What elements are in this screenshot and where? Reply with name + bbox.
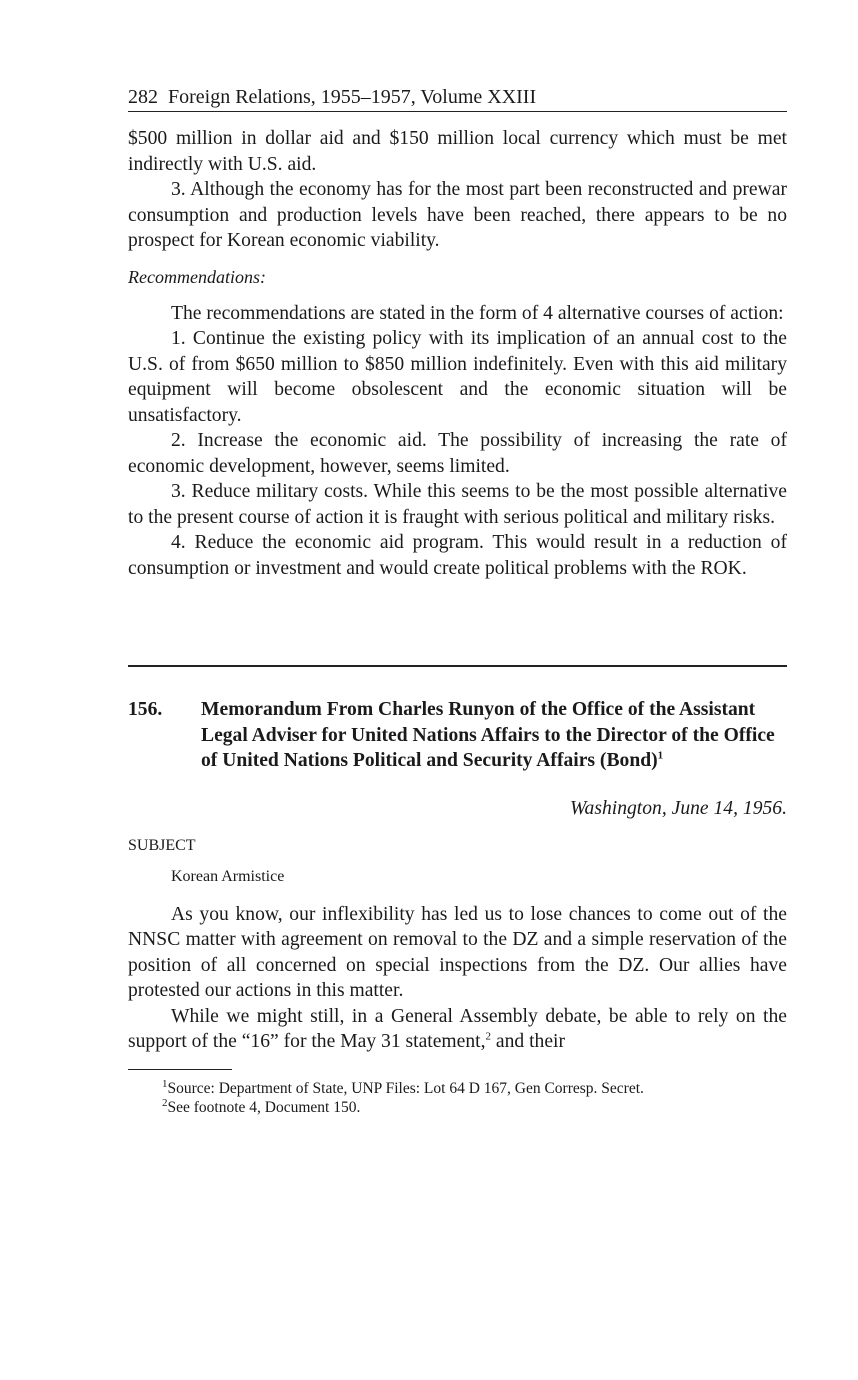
footnote-text: See footnote 4, Document 150. — [167, 1098, 361, 1116]
footnote — [162, 1079, 787, 1098]
page-number: 282 — [128, 86, 158, 108]
recommendations-heading: Recommendations: — [128, 266, 266, 287]
recommendation-item: 4. Reduce the economic aid program. This would result in a reduction of consumption or investment and would create political problems with the ROK. — [128, 532, 787, 579]
volume-title: Foreign Relations, 1955–1957, Volume XXIII — [168, 86, 537, 108]
continued-text — [128, 126, 787, 254]
subject-text: Korean Armistice — [171, 867, 285, 885]
recommendations-intro: The recommendations are stated in the form of 4 alternative courses of action: — [171, 302, 784, 324]
paragraph: 3. Although the economy has for the most part been reconstructed and prewar consumption and production levels have been reached, there appears to be no prospect for Korean economic viability. — [128, 179, 787, 251]
recommendation-item: 1. Continue the existing policy with its implication of an annual cost to the U.S. of from $650 million to $850 million indefinitely. Even with this aid military equipment will become obsolescent and the economic situation will be unsatisfactory. — [128, 328, 787, 426]
recommendations-section — [128, 301, 787, 582]
footnotes — [128, 1079, 787, 1117]
paragraph-text: and their — [491, 1031, 565, 1052]
footnote-rule — [128, 1069, 232, 1070]
paragraph: As you know, our inflexibility has led us to lose chances to come out of the NNSC matter with agreement on removal to the DZ and a simple reservation of the position of all concerned on special inspections from the DZ. Our allies have protested our actions in this matter. — [128, 903, 787, 1001]
document-heading — [128, 697, 787, 774]
document-title-block — [201, 697, 787, 774]
footnote-ref: 2 — [485, 1030, 491, 1043]
footnote-marker: 2 — [162, 1096, 168, 1109]
document-page — [128, 84, 787, 1117]
document-title: Memorandum From Charles Runyon of the Office of the Assistant Legal Adviser for United Nations Affairs to the Director of the Office of United Nations Political and Security Affairs (Bond) — [201, 699, 775, 771]
document-number: 156. — [128, 699, 163, 720]
footnote — [162, 1098, 787, 1117]
subject-label: SUBJECT — [128, 836, 196, 854]
running-head — [128, 84, 787, 112]
memo-body — [128, 902, 787, 1055]
dateline: Washington, June 14, 1956. — [570, 797, 787, 819]
footnote-ref: 1 — [657, 749, 664, 762]
footnote-marker: 1 — [162, 1077, 168, 1090]
footnote-text: Source: Department of State, UNP Files: Lot 64 D 167, Gen Corresp. Secret. — [167, 1079, 644, 1097]
recommendation-item: 3. Reduce military costs. While this seems to be the most possible alternative to the present course of action it is fraught with serious political and military risks. — [128, 481, 787, 528]
paragraph: $500 million in dollar aid and $150 million local currency which must be met indirectly with U.S. aid. — [128, 128, 787, 175]
section-divider — [128, 665, 787, 667]
paragraph — [128, 1004, 787, 1055]
recommendation-item: 2. Increase the economic aid. The possibility of increasing the rate of economic development, however, seems limited. — [128, 430, 787, 477]
paragraph-text: While we might still, in a General Assembly debate, be able to rely on the support of the “16” for the May 31 statement, — [128, 1005, 787, 1052]
